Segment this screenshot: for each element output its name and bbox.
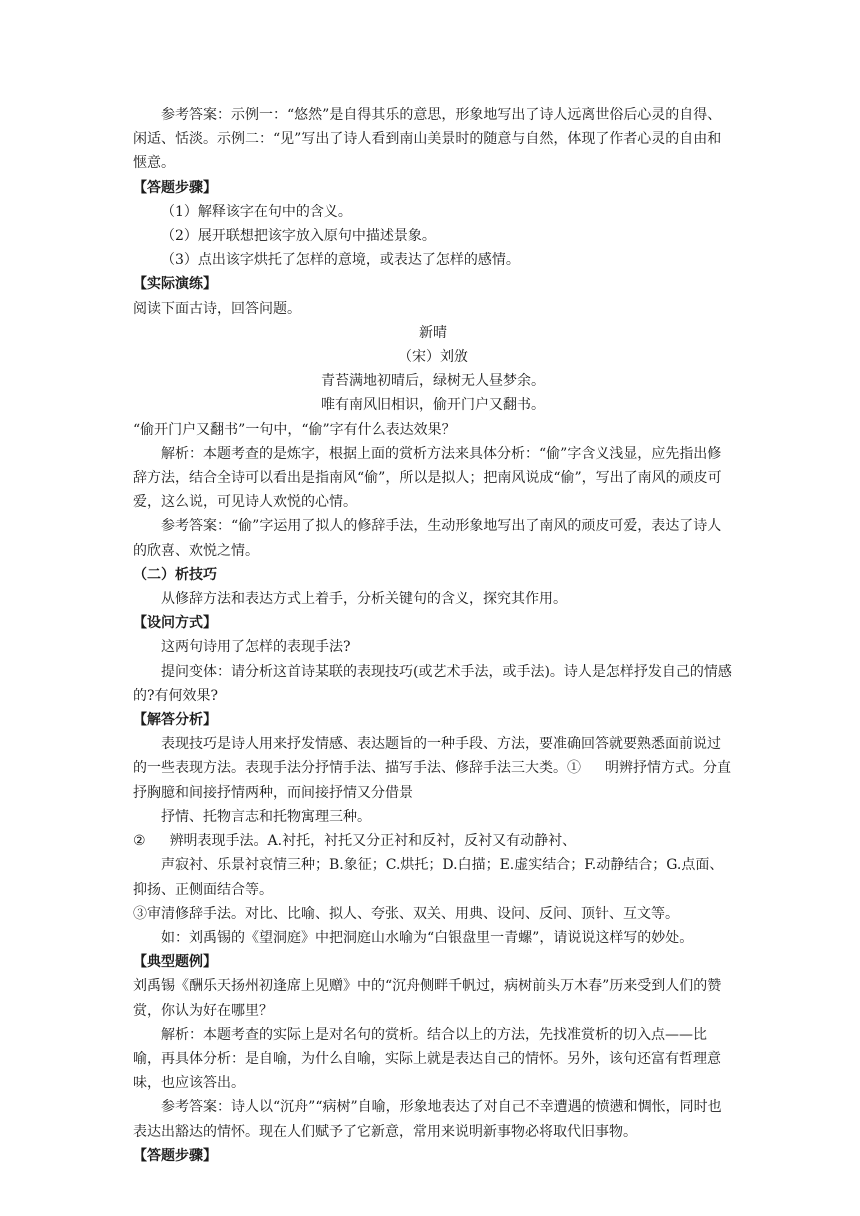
instruction: 阅读下面古诗，回答问题。: [133, 300, 301, 317]
analysis-3: [133, 829, 733, 853]
analysis-6: 如：刘禹锡的《望洞庭》中把洞庭山水喻为“白银盘里一青螺”，请说说这样写的妙处。: [161, 929, 694, 946]
analysis-1: [133, 732, 733, 805]
step-2: （2）展开联想把该字放入原句中描述景象。: [161, 228, 436, 245]
heading-steps-2: 【答题步骤】: [133, 1147, 217, 1164]
question: “偷开门户又翻书”一句中，“偷”字有什么表达效果？: [133, 421, 456, 438]
answer-paragraph: 参考答案：示例一：“悠然”是自得其乐的意思，形象地写出了诗人远离世俗后心灵的自得、闲适、恬淡。示例二：“见”写出了诗人看到南山美景时的随意与自然，体现了作者心灵的自由和惬意。: [133, 107, 722, 172]
answer-paragraph-2: 参考答案：“偷”字运用了拟人的修辞手法，生动形象地写出了南风的顽皮可爱，表达了诗人的欣喜、欢悦之情。: [133, 518, 722, 559]
section-description: 从修辞方法和表达方式上着手，分析关键句的含义，探究其作用。: [161, 591, 567, 608]
heading-practice: 【实际演练】: [133, 276, 217, 293]
step-3: （3）点出该字烘托了怎样的意境，或表达了怎样的感情。: [161, 252, 520, 269]
analysis-1b: 明辨抒情方式。分直抒胸臆和间接抒情两种，而间接抒情又分借景: [133, 760, 731, 801]
poem-line-2: 唯有南风旧相识，偷开门户又翻书。: [321, 397, 545, 414]
heading-analysis: 【解答分析】: [133, 712, 217, 729]
analysis-paragraph: 解析：本题考查的是炼字，根据上面的赏析方法来具体分析：“偷”字含义浅显，应先指出修辞方法，结合全诗可以看出是指南风“偷”，所以是拟人；把南风说成“偷”，写出了南风的顽皮可爱，这么说，可见诗人欢悦的心情。: [133, 445, 722, 511]
analysis-3b: 辨明表现手法。A.衬托，衬托又分正衬和反衬，反衬又有动静衬、: [169, 833, 577, 850]
ask-2: 提问变体：请分析这首诗某联的表现技巧(或艺术手法，或手法)。诗人是怎样抒发自己的情感的?有何效果?: [133, 663, 732, 704]
step-1: （1）解释该字在句中的含义。: [161, 203, 352, 220]
example-answer: 参考答案：诗人以“沉舟”“病树”自喻，形象地表达了对自己不幸遭遇的愤懑和惆怅，同时也表达出豁达的情怀。现在人们赋予了它新意，常用来说明新事物必将取代旧事物。: [133, 1099, 722, 1140]
heading-ask: 【设问方式】: [133, 615, 217, 632]
section-heading: （二）析技巧: [133, 566, 217, 583]
analysis-1a: 表现技巧是诗人用来抒发情感、表达题旨的一种手段、方法，要准确回答就要熟悉面前说过的一些表现方法。表现手法分抒情手法、描写手法、修辞手法三大类。①: [133, 736, 721, 777]
poem-author: （宋）刘攽: [398, 349, 468, 366]
poem-title: 新晴: [419, 324, 447, 341]
poem-line-1: 青苔满地初晴后，绿树无人昼梦余。: [321, 373, 545, 390]
analysis-5: ③审清修辞手法。对比、比喻、拟人、夸张、双关、用典、设问、反问、顶针、互文等。: [133, 905, 679, 922]
document-page: [133, 103, 733, 1168]
analysis-2: 抒情、托物言志和托物寓理三种。: [161, 808, 371, 825]
analysis-3a: ②: [133, 833, 146, 850]
heading-example: 【典型题例】: [133, 954, 217, 971]
analysis-4: 声寂衬、乐景衬哀情三种；B.象征；C.烘托；D.白描；E.虚实结合；F.动静结合；G.点面、抑扬、正侧面结合等。: [133, 857, 724, 898]
ask-1: 这两句诗用了怎样的表现手法?: [161, 639, 351, 656]
example-analysis: 解析：本题考查的实际上是对名句的赏析。结合以上的方法，先找准赏析的切入点——比喻，再具体分析：是自喻，为什么自喻，实际上就是表达自己的情怀。另外，该句还富有哲理意味，也应该答出。: [133, 1026, 721, 1092]
example-question: 刘禹锡《酬乐天扬州初逢席上见赠》中的“沉舟侧畔千帆过，病树前头万木春”历来受到人们的赞赏，你认为好在哪里？: [133, 978, 722, 1019]
heading-steps: 【答题步骤】: [133, 179, 217, 196]
